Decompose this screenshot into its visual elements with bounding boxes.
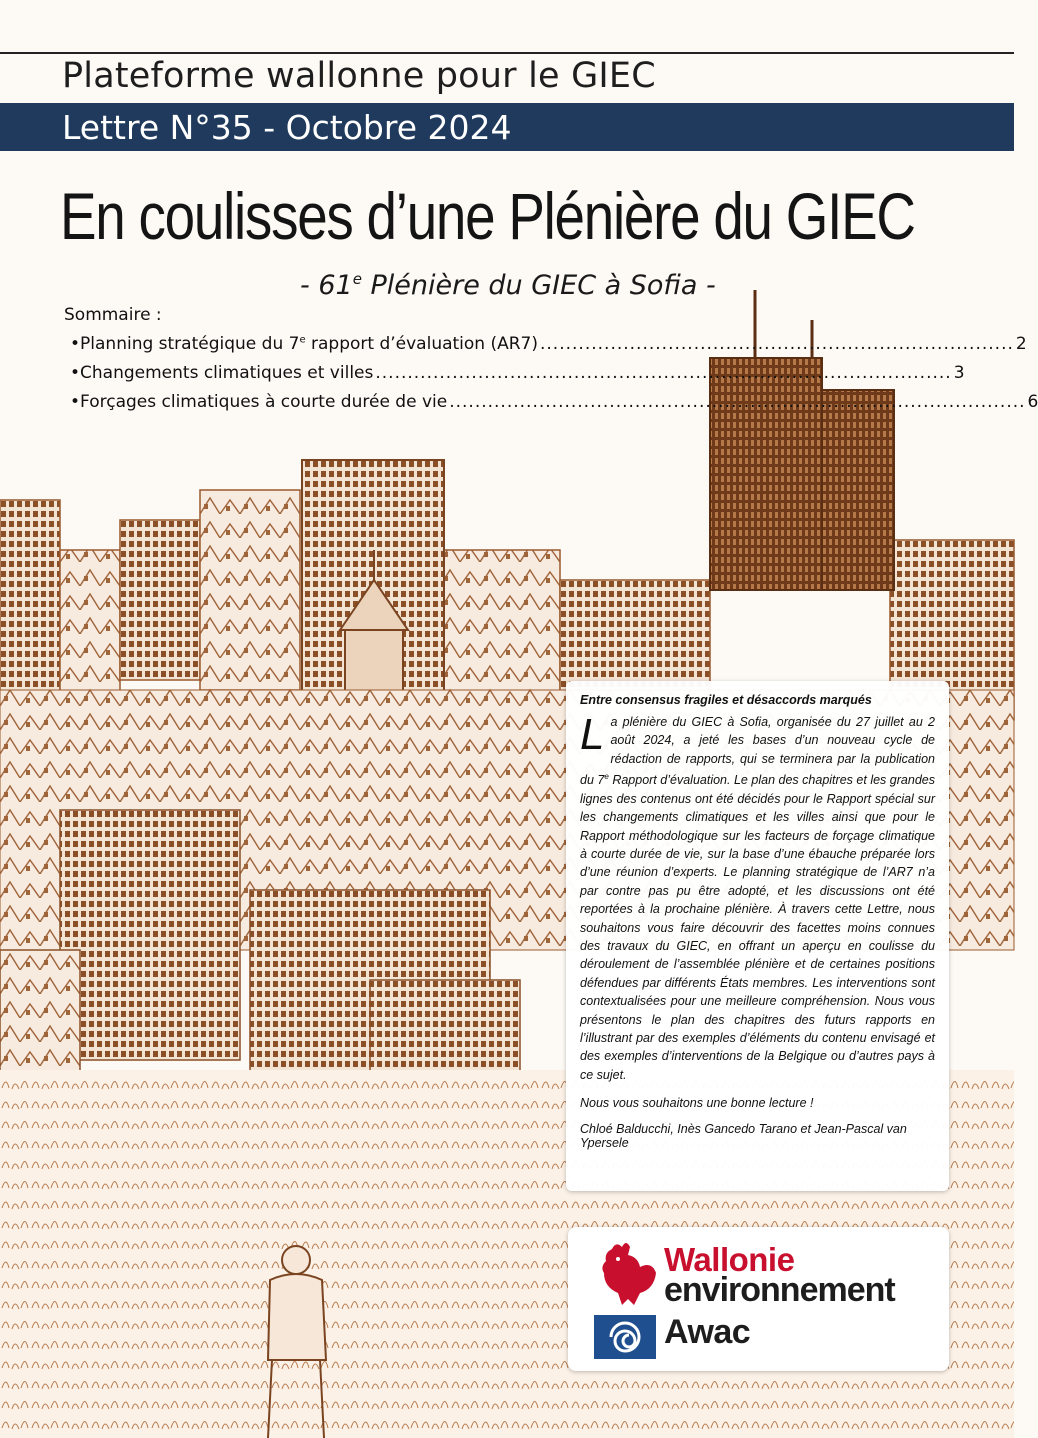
editorial-box xyxy=(566,681,949,1191)
rooster-icon xyxy=(594,1239,660,1309)
editorial-body: La plénière du GIEC à Sofia, organisée du 27 juillet au 2 août 2024, a jeté les bases d’un nouveau cycle de rédaction de rapports, qui se terminera par la publication du 7e Rapport d’évaluation. Le plan des chapitres et les grandes lignes des contenus ont été décidés pour le Rapport spécial sur les changements climatiques et les villes ainsi que pour le Rapport méthodologique sur les facteurs de forçage climatique à courte durée de vie, sur la base d’une ébauche préparée lors d’une réunion d’experts. Le planning stratégique de l’AR7 n’a par contre pas pu être adopté, et les discussions ont été reportées à la prochaine plénière. À travers cette Lettre, nous souhaitons vous faire découvrir des facettes moins connues des travaux du GIEC, en offrant un aperçu en coulisse du déroulement de l’assemblée plénière et de certaines positions défendues par différents États membres. Les interventions sont contextualisées pour une meilleure compréhension. Nous vous présentons le plan des chapitres des futurs rapports en l’illustrant par des exemples d’éléments du contenu envisagé et des exemples d’interventions de la Belgique ou d’autres pays à ce sujet. xyxy=(580,710,935,1082)
bullet-icon: • xyxy=(70,334,81,354)
table-of-contents xyxy=(70,334,1038,421)
top-rule xyxy=(0,52,1014,54)
toc-item-label: Changements climatiques et villes xyxy=(80,363,374,383)
toc-item-label: Forçages climatiques à courte durée de vie xyxy=(80,392,448,412)
toc-item[interactable] xyxy=(70,334,1027,363)
drop-cap: L xyxy=(580,710,605,759)
bullet-icon: • xyxy=(70,363,81,383)
toc-item-page: 2 xyxy=(1015,334,1027,354)
toc-leader: .......................................................................................... xyxy=(375,363,952,383)
logo-environnement: environnement xyxy=(664,1271,895,1309)
toc-item-page: 3 xyxy=(953,363,965,383)
toc-item-page: 6 xyxy=(1027,392,1038,412)
toc-item[interactable] xyxy=(70,392,1038,421)
toc-item-label: Planning stratégique du 7e rapport d’évaluation (AR7) xyxy=(80,334,538,354)
editorial-closing: Nous vous souhaitons une bonne lecture ! xyxy=(580,1096,814,1111)
toc-leader: .......................................................................................... xyxy=(449,392,1026,412)
toc-item[interactable] xyxy=(70,363,965,392)
logo-wallonie: Wallonie xyxy=(664,1241,795,1278)
issue-label: Lettre N°35 - Octobre 2024 xyxy=(62,108,512,147)
toc-leader: .......................................................................... xyxy=(540,334,1014,354)
logo-panel xyxy=(568,1227,949,1371)
editorial-heading: Entre consensus fragiles et désaccords marqués xyxy=(580,693,872,707)
subtitle: - 61e Plénière du GIEC à Sofia - xyxy=(300,270,716,301)
toc-title: Sommaire : xyxy=(64,305,162,325)
editorial-authors: Chloé Balducchi, Inès Gancedo Tarano et Jean-Pascal van Ypersele xyxy=(580,1122,907,1151)
logo-awac: Awac xyxy=(664,1313,751,1351)
main-title: En coulisses d’une Plénière du GIEC xyxy=(60,179,915,253)
bullet-icon: • xyxy=(70,392,81,412)
awac-swirl-icon xyxy=(594,1315,656,1359)
platform-title: Plateforme wallonne pour le GIEC xyxy=(62,56,656,96)
